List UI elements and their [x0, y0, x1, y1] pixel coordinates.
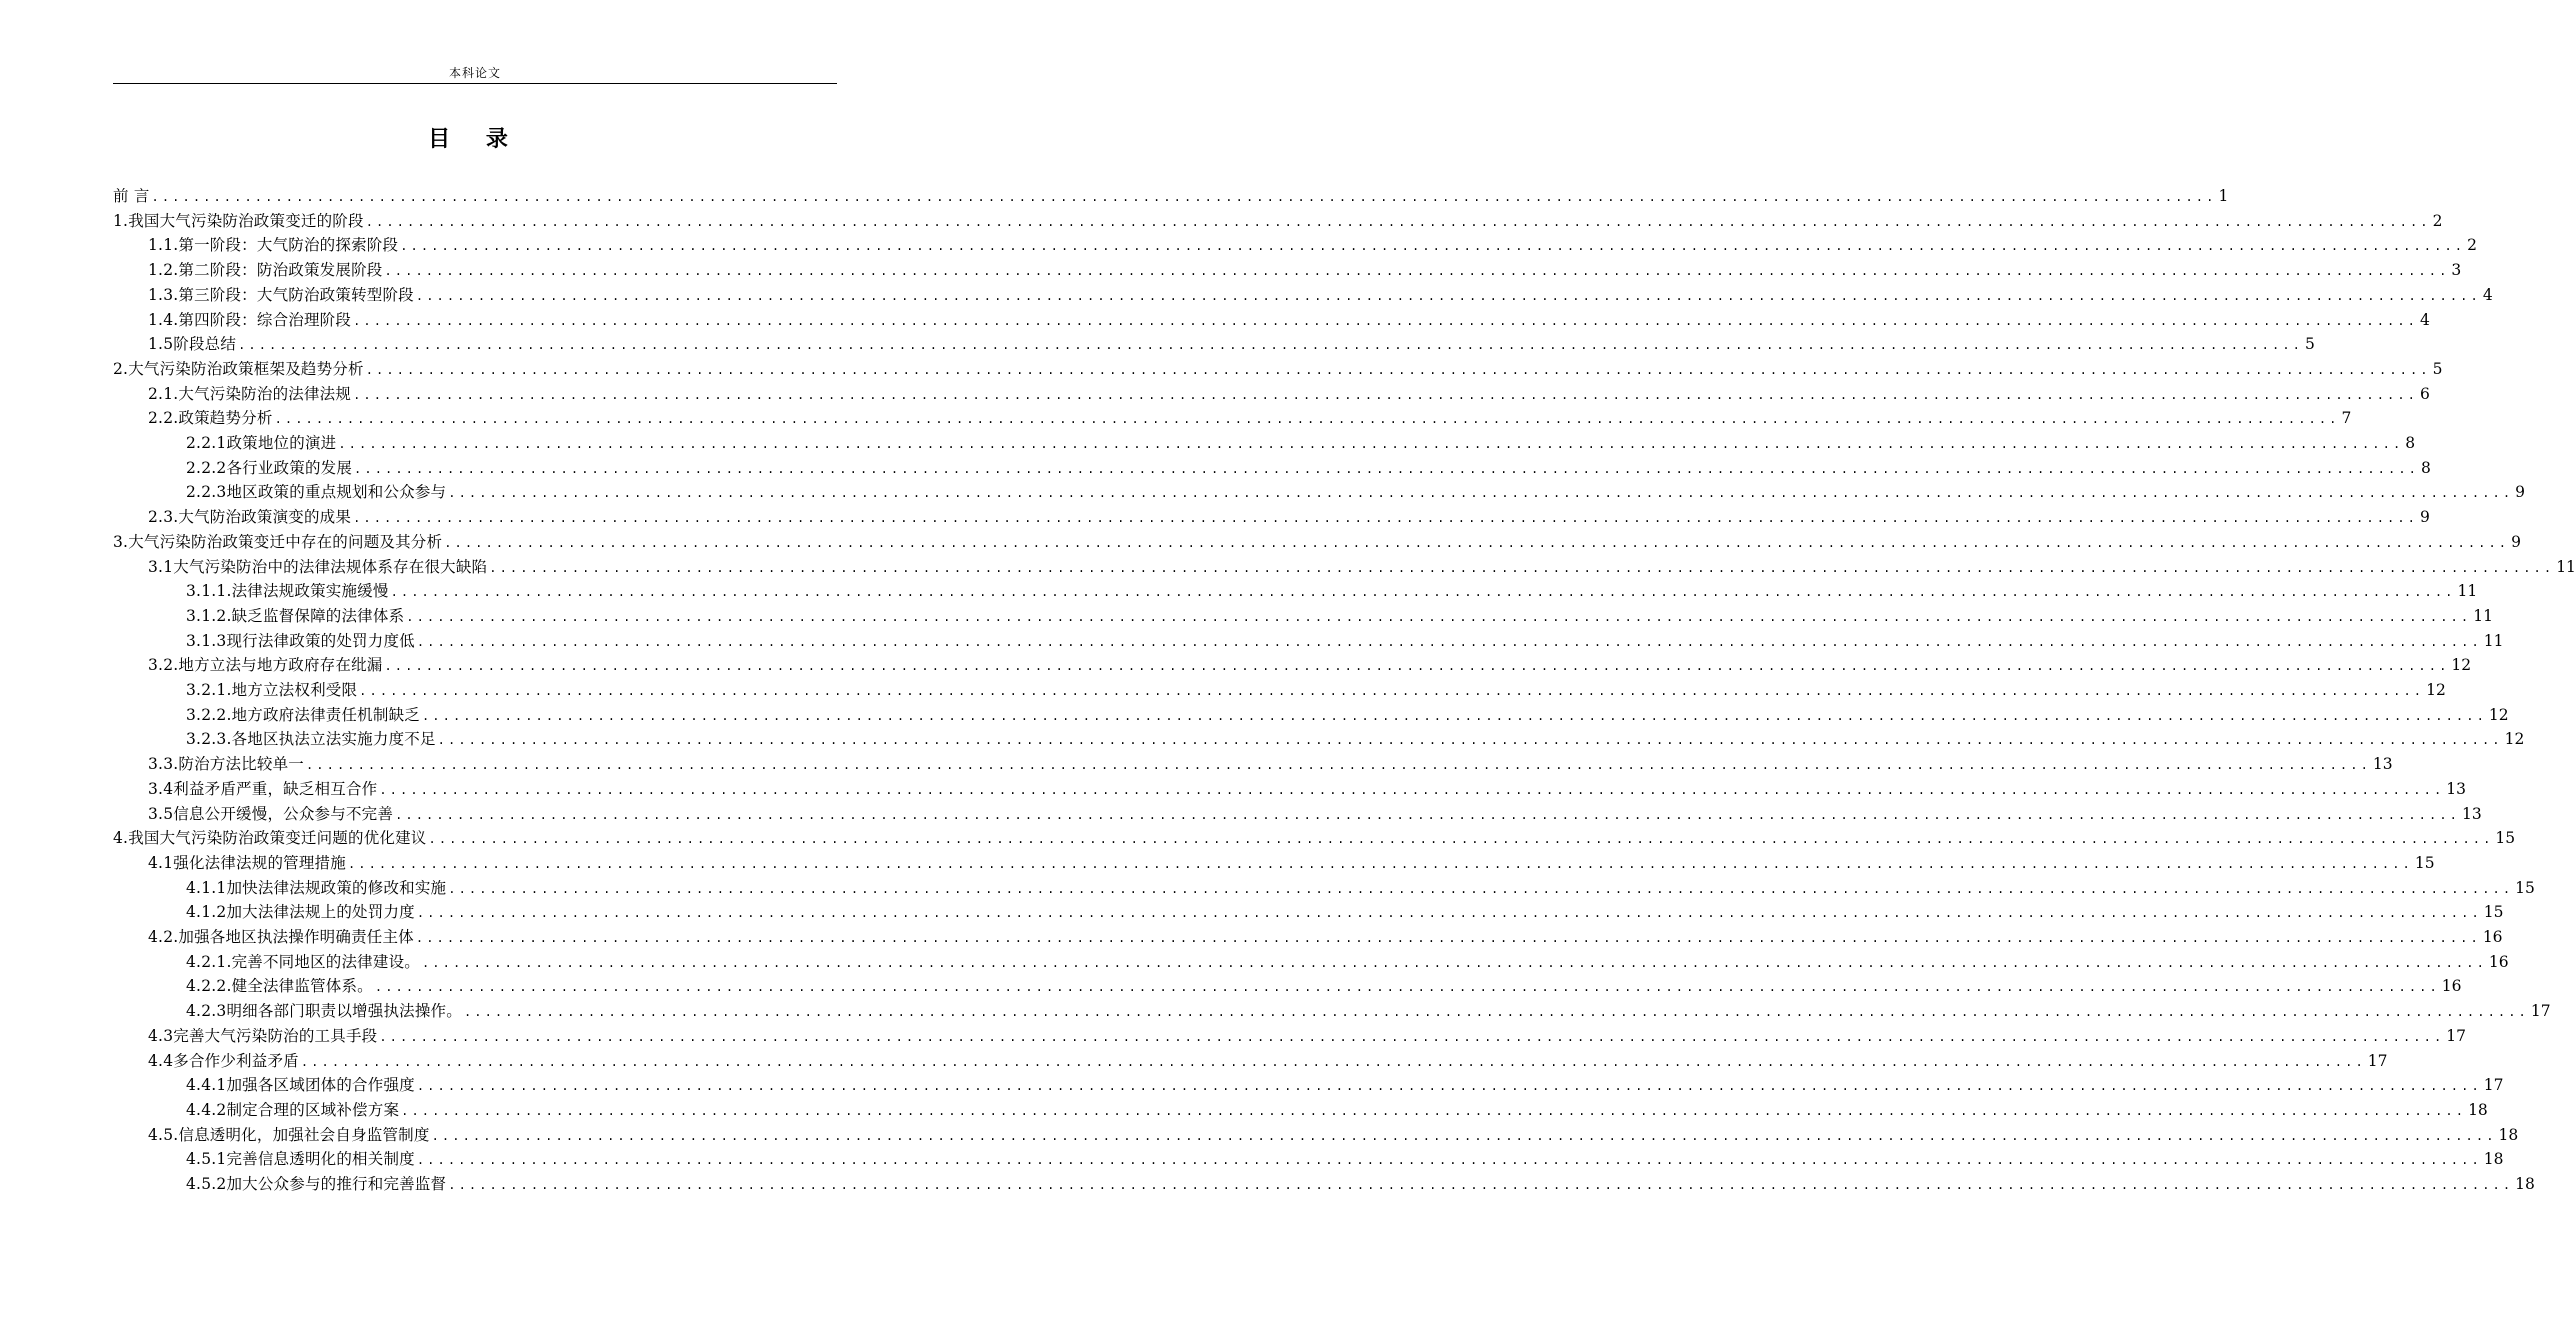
- toc-entry-page: 15: [2515, 878, 2535, 897]
- toc-entry-page: 13: [2372, 755, 2393, 774]
- toc-entry-page: 17: [2367, 1051, 2388, 1070]
- toc-leader-dots: ........................................................................................................................................................................................................: [416, 906, 2482, 921]
- toc-entry-label: 3.3.防治方法比较单一: [148, 755, 304, 774]
- toc-leader-dots: ........................................................................................................................................................................................................: [305, 758, 2371, 773]
- toc-leader-dots: ........................................................................................................................................................................................................: [415, 288, 2481, 303]
- toc-entry-page: 12: [2451, 656, 2472, 675]
- toc-entry[interactable]: [148, 505, 2430, 530]
- toc-entry-page: 3: [2451, 261, 2462, 280]
- toc-entry-page: 16: [2488, 952, 2509, 971]
- toc-entry-page: 12: [2426, 681, 2446, 699]
- toc-entry-page: 9: [2515, 483, 2526, 502]
- toc-entry[interactable]: [148, 1123, 2519, 1148]
- toc-entry-page: 18: [2515, 1175, 2535, 1193]
- toc-leader-dots: ........................................................................................................................................................................................................: [274, 412, 2340, 427]
- toc-entry[interactable]: [113, 826, 2516, 851]
- toc-entry[interactable]: [186, 629, 2504, 654]
- toc-entry-label: 3.2.3.各地区执法立法实施力度不足: [186, 730, 436, 749]
- toc-entry-page: 12: [2488, 705, 2509, 724]
- toc-entry-label: 4.5.2加大公众参与的推行和完善监督: [186, 1175, 447, 1193]
- toc-entry-page: 11: [2457, 582, 2478, 601]
- toc-entry-label: 4.5.信息透明化，加强社会自身监管制度: [148, 1125, 430, 1144]
- toc-leader-dots: ........................................................................................................................................................................................................: [384, 659, 2450, 674]
- toc-entry-page: 13: [2461, 804, 2482, 823]
- toc-entry-page: 2: [2432, 211, 2443, 230]
- toc-entry-page: 17: [2483, 1076, 2504, 1095]
- toc-entry[interactable]: [186, 727, 2525, 752]
- toc-entry-page: 16: [2482, 928, 2503, 946]
- toc-entry-label: 2.2.2各行业政策的发展: [186, 458, 353, 477]
- toc-leader-dots: ........................................................................................................................................................................................................: [448, 881, 2514, 896]
- toc-entry-label: 2.1.大气污染防治的法律法规: [148, 384, 352, 403]
- toc-entry[interactable]: [148, 406, 2352, 431]
- toc-entry-label: 3.1.2.缺乏监督保障的法律体系: [186, 606, 405, 625]
- toc-entry-label: 4.5.1完善信息透明化的相关制度: [186, 1150, 415, 1169]
- toc-leader-dots: ........................................................................................................................................................................................................: [463, 1005, 2529, 1020]
- toc-title: 目 录: [428, 126, 522, 152]
- toc-entry-page: 15: [2414, 853, 2435, 872]
- toc-leader-dots: ........................................................................................................................................................................................................: [151, 190, 2217, 204]
- toc-entry-page: 6: [2420, 384, 2430, 403]
- toc-leader-dots: ........................................................................................................................................................................................................: [421, 955, 2487, 970]
- toc-entry[interactable]: [186, 480, 2526, 505]
- toc-leader-dots: ........................................................................................................................................................................................................: [416, 634, 2482, 649]
- toc-entry-page: 16: [2441, 977, 2462, 996]
- toc-entry[interactable]: [113, 184, 2229, 209]
- toc-leader-dots: ........................................................................................................................................................................................................: [354, 461, 2419, 476]
- toc-leader-dots: ........................................................................................................................................................................................................: [421, 708, 2487, 723]
- toc-leader-dots: ........................................................................................................................................................................................................: [300, 1054, 2366, 1069]
- toc-entry-page: 11: [2556, 557, 2576, 576]
- toc-leader-dots: ........................................................................................................................................................................................................: [395, 807, 2460, 822]
- toc-entry-label: 3.大气污染防治政策变迁中存在的问题及其分析: [113, 532, 443, 551]
- toc-entry-label: 4.4.1加强各区域团体的合作强度: [186, 1076, 415, 1095]
- toc-entry[interactable]: [186, 431, 2416, 456]
- toc-entry[interactable]: [186, 678, 2446, 703]
- toc-entry-label: 3.2.1.地方立法权利受限: [186, 681, 358, 699]
- toc-entry-label: 1.2.第二阶段：防治政策发展阶段: [148, 261, 383, 280]
- toc-entry-label: 4.1.1加快法律法规政策的修改和实施: [186, 878, 447, 897]
- toc-entry[interactable]: [148, 752, 2393, 777]
- header-divider: [113, 83, 837, 84]
- toc-entry[interactable]: [186, 1147, 2504, 1172]
- toc-entry[interactable]: [113, 209, 2443, 234]
- toc-leader-dots: ........................................................................................................................................................................................................: [374, 980, 2440, 995]
- toc-entry-label: 4.2.2.健全法律监管体系。: [186, 977, 373, 996]
- toc-leader-dots: ........................................................................................................................................................................................................: [428, 832, 2494, 847]
- toc-entry-label: 3.1.1.法律法规政策实施缓慢: [186, 582, 389, 601]
- toc-leader-dots: ........................................................................................................................................................................................................: [416, 1153, 2482, 1168]
- toc-entry[interactable]: [186, 1073, 2504, 1098]
- toc-entry-label: 3.5信息公开缓慢，公众参与不完善: [148, 804, 394, 823]
- toc-entry-page: 1: [2218, 187, 2229, 205]
- toc-entry[interactable]: [186, 579, 2478, 604]
- toc-leader-dots: ........................................................................................................................................................................................................: [353, 313, 2418, 328]
- toc-entry-label: 2.大气污染防治政策框架及趋势分析: [113, 359, 364, 378]
- toc-entry-page: 15: [2495, 829, 2516, 848]
- toc-entry[interactable]: [148, 925, 2503, 950]
- toc-entry[interactable]: [113, 357, 2443, 382]
- toc-leader-dots: ........................................................................................................................................................................................................: [448, 1178, 2514, 1192]
- toc-entry[interactable]: [148, 653, 2472, 678]
- toc-entry[interactable]: [186, 999, 2551, 1024]
- toc-entry-label: 2.2.3地区政策的重点规划和公众参与: [186, 483, 447, 502]
- toc-leader-dots: ........................................................................................................................................................................................................: [353, 511, 2418, 526]
- toc-entry-label: 3.1大气污染防治中的法律法规体系存在很大缺陷: [148, 557, 488, 576]
- toc-entry-label: 4.2.3明细各部门职责以增强执法操作。: [186, 1002, 462, 1021]
- toc-leader-dots: ........................................................................................................................................................................................................: [379, 782, 2445, 797]
- toc-entry[interactable]: [113, 530, 2521, 555]
- toc-leader-dots: ........................................................................................................................................................................................................: [416, 1079, 2482, 1094]
- toc-entry-label: 2.2.政策趋势分析: [148, 409, 273, 428]
- toc-entry[interactable]: [186, 876, 2535, 901]
- toc-entry[interactable]: [186, 900, 2504, 925]
- toc-entry-label: 4.1.2加大法律法规上的处罚力度: [186, 903, 415, 922]
- toc-entry-page: 18: [2498, 1125, 2519, 1144]
- toc-entry[interactable]: [186, 974, 2462, 999]
- toc-entry-page: 8: [2420, 458, 2431, 477]
- toc-leader-dots: ........................................................................................................................................................................................................: [347, 856, 2413, 871]
- toc-entry-label: 1.1.第一阶段：大气防治的探索阶段: [148, 236, 399, 255]
- toc-entry[interactable]: [148, 382, 2430, 407]
- toc-entry-page: 9: [2420, 508, 2430, 527]
- toc-entry-label: 3.2.2.地方政府法律责任机制缺乏: [186, 705, 420, 724]
- toc-entry-page: 5: [2432, 359, 2443, 378]
- toc-entry-page: 17: [2530, 1002, 2551, 1021]
- toc-entry-label: 1.3.第三阶段：大气防治政策转型阶段: [148, 285, 414, 304]
- toc-entry[interactable]: [186, 950, 2509, 975]
- toc-entry-page: 17: [2446, 1026, 2467, 1045]
- toc-leader-dots: ........................................................................................................................................................................................................: [365, 214, 2431, 229]
- toc-entry-page: 2: [2467, 236, 2477, 255]
- toc-leader-dots: ........................................................................................................................................................................................................: [406, 609, 2472, 624]
- toc-entry[interactable]: [186, 1098, 2488, 1123]
- toc-leader-dots: ........................................................................................................................................................................................................: [359, 684, 2425, 698]
- toc-leader-dots: ........................................................................................................................................................................................................: [365, 362, 2431, 377]
- toc-entry-label: 3.4利益矛盾严重，缺乏相互合作: [148, 779, 378, 798]
- toc-leader-dots: ........................................................................................................................................................................................................: [338, 437, 2404, 451]
- toc-entry-label: 3.1.3现行法律政策的处罚力度低: [186, 631, 415, 650]
- toc-entry[interactable]: [148, 233, 2477, 258]
- toc-entry-label: 4.3完善大气污染防治的工具手段: [148, 1026, 378, 1045]
- toc-entry[interactable]: [148, 1049, 2388, 1074]
- toc-entry[interactable]: [186, 703, 2509, 728]
- toc-entry[interactable]: [186, 1172, 2535, 1197]
- toc-entry-label: 2.2.1政策地位的演进: [186, 434, 337, 452]
- toc-entry[interactable]: [148, 777, 2467, 802]
- toc-entry[interactable]: [148, 555, 2576, 580]
- toc-entry-page: 18: [2483, 1150, 2504, 1169]
- toc-entry[interactable]: [148, 851, 2435, 876]
- toc-entry[interactable]: [148, 308, 2430, 333]
- toc-entry[interactable]: [148, 283, 2493, 308]
- toc-leader-dots: ........................................................................................................................................................................................................: [238, 338, 2303, 353]
- toc-entry-label: 4.我国大气污染防治政策变迁问题的优化建议: [113, 829, 427, 848]
- toc-entry[interactable]: [148, 332, 2315, 357]
- toc-entry-label: 4.1强化法律法规的管理措施: [148, 853, 346, 872]
- toc-entry[interactable]: [148, 258, 2462, 283]
- toc-entry[interactable]: [148, 1024, 2467, 1049]
- toc-entry-page: 7: [2341, 409, 2352, 428]
- toc-leader-dots: ........................................................................................................................................................................................................: [353, 387, 2418, 402]
- toc-entry[interactable]: [186, 604, 2493, 629]
- toc-leader-dots: ........................................................................................................................................................................................................: [437, 733, 2503, 748]
- toc-entry-label: 前 言: [113, 187, 150, 205]
- toc-entry-page: 8: [2405, 434, 2416, 452]
- toc-leader-dots: ........................................................................................................................................................................................................: [401, 1103, 2467, 1118]
- toc-entry-label: 1.我国大气污染防治政策变迁的阶段: [113, 211, 364, 230]
- toc-entry-label: 3.2.地方立法与地方政府存在纰漏: [148, 656, 383, 675]
- toc-entry-page: 4: [2420, 310, 2430, 329]
- page-header: 本科论文: [448, 66, 501, 80]
- toc-entry[interactable]: [186, 456, 2431, 481]
- toc-entry-page: 5: [2304, 335, 2315, 354]
- toc-entry-label: 4.2.加强各地区执法操作明确责任主体: [148, 928, 414, 946]
- toc-entry-label: 2.3.大气防治政策演变的成果: [148, 508, 352, 527]
- toc-entry-label: 1.5阶段总结: [148, 335, 237, 354]
- toc-leader-dots: ........................................................................................................................................................................................................: [444, 535, 2510, 550]
- toc-entry-page: 4: [2482, 285, 2493, 304]
- toc-leader-dots: ........................................................................................................................................................................................................: [431, 1128, 2497, 1143]
- toc-entry-page: 11: [2473, 606, 2493, 625]
- toc-entry-label: 4.4.2制定合理的区域补偿方案: [186, 1100, 400, 1119]
- toc-entry-label: 4.4多合作少利益矛盾: [148, 1051, 299, 1070]
- toc-entry-page: 15: [2483, 903, 2504, 922]
- toc-entry-label: 1.4.第四阶段：综合治理阶段: [148, 310, 352, 329]
- toc-leader-dots: ........................................................................................................................................................................................................: [489, 560, 2555, 575]
- toc-entry[interactable]: [148, 802, 2482, 827]
- toc-leader-dots: ........................................................................................................................................................................................................: [390, 585, 2456, 600]
- toc-leader-dots: ........................................................................................................................................................................................................: [415, 931, 2481, 945]
- toc-entry-page: 18: [2468, 1100, 2488, 1119]
- toc-entry-page: 11: [2483, 631, 2504, 650]
- toc-leader-dots: ........................................................................................................................................................................................................: [379, 1029, 2445, 1044]
- toc-entry-page: 12: [2504, 730, 2525, 749]
- toc-leader-dots: ........................................................................................................................................................................................................: [448, 486, 2514, 501]
- toc-leader-dots: ........................................................................................................................................................................................................: [384, 264, 2450, 279]
- toc-entry-page: 9: [2511, 532, 2521, 551]
- toc-entry-page: 13: [2446, 779, 2467, 798]
- toc-leader-dots: ........................................................................................................................................................................................................: [400, 239, 2466, 254]
- toc-entry-label: 4.2.1.完善不同地区的法律建设。: [186, 952, 420, 971]
